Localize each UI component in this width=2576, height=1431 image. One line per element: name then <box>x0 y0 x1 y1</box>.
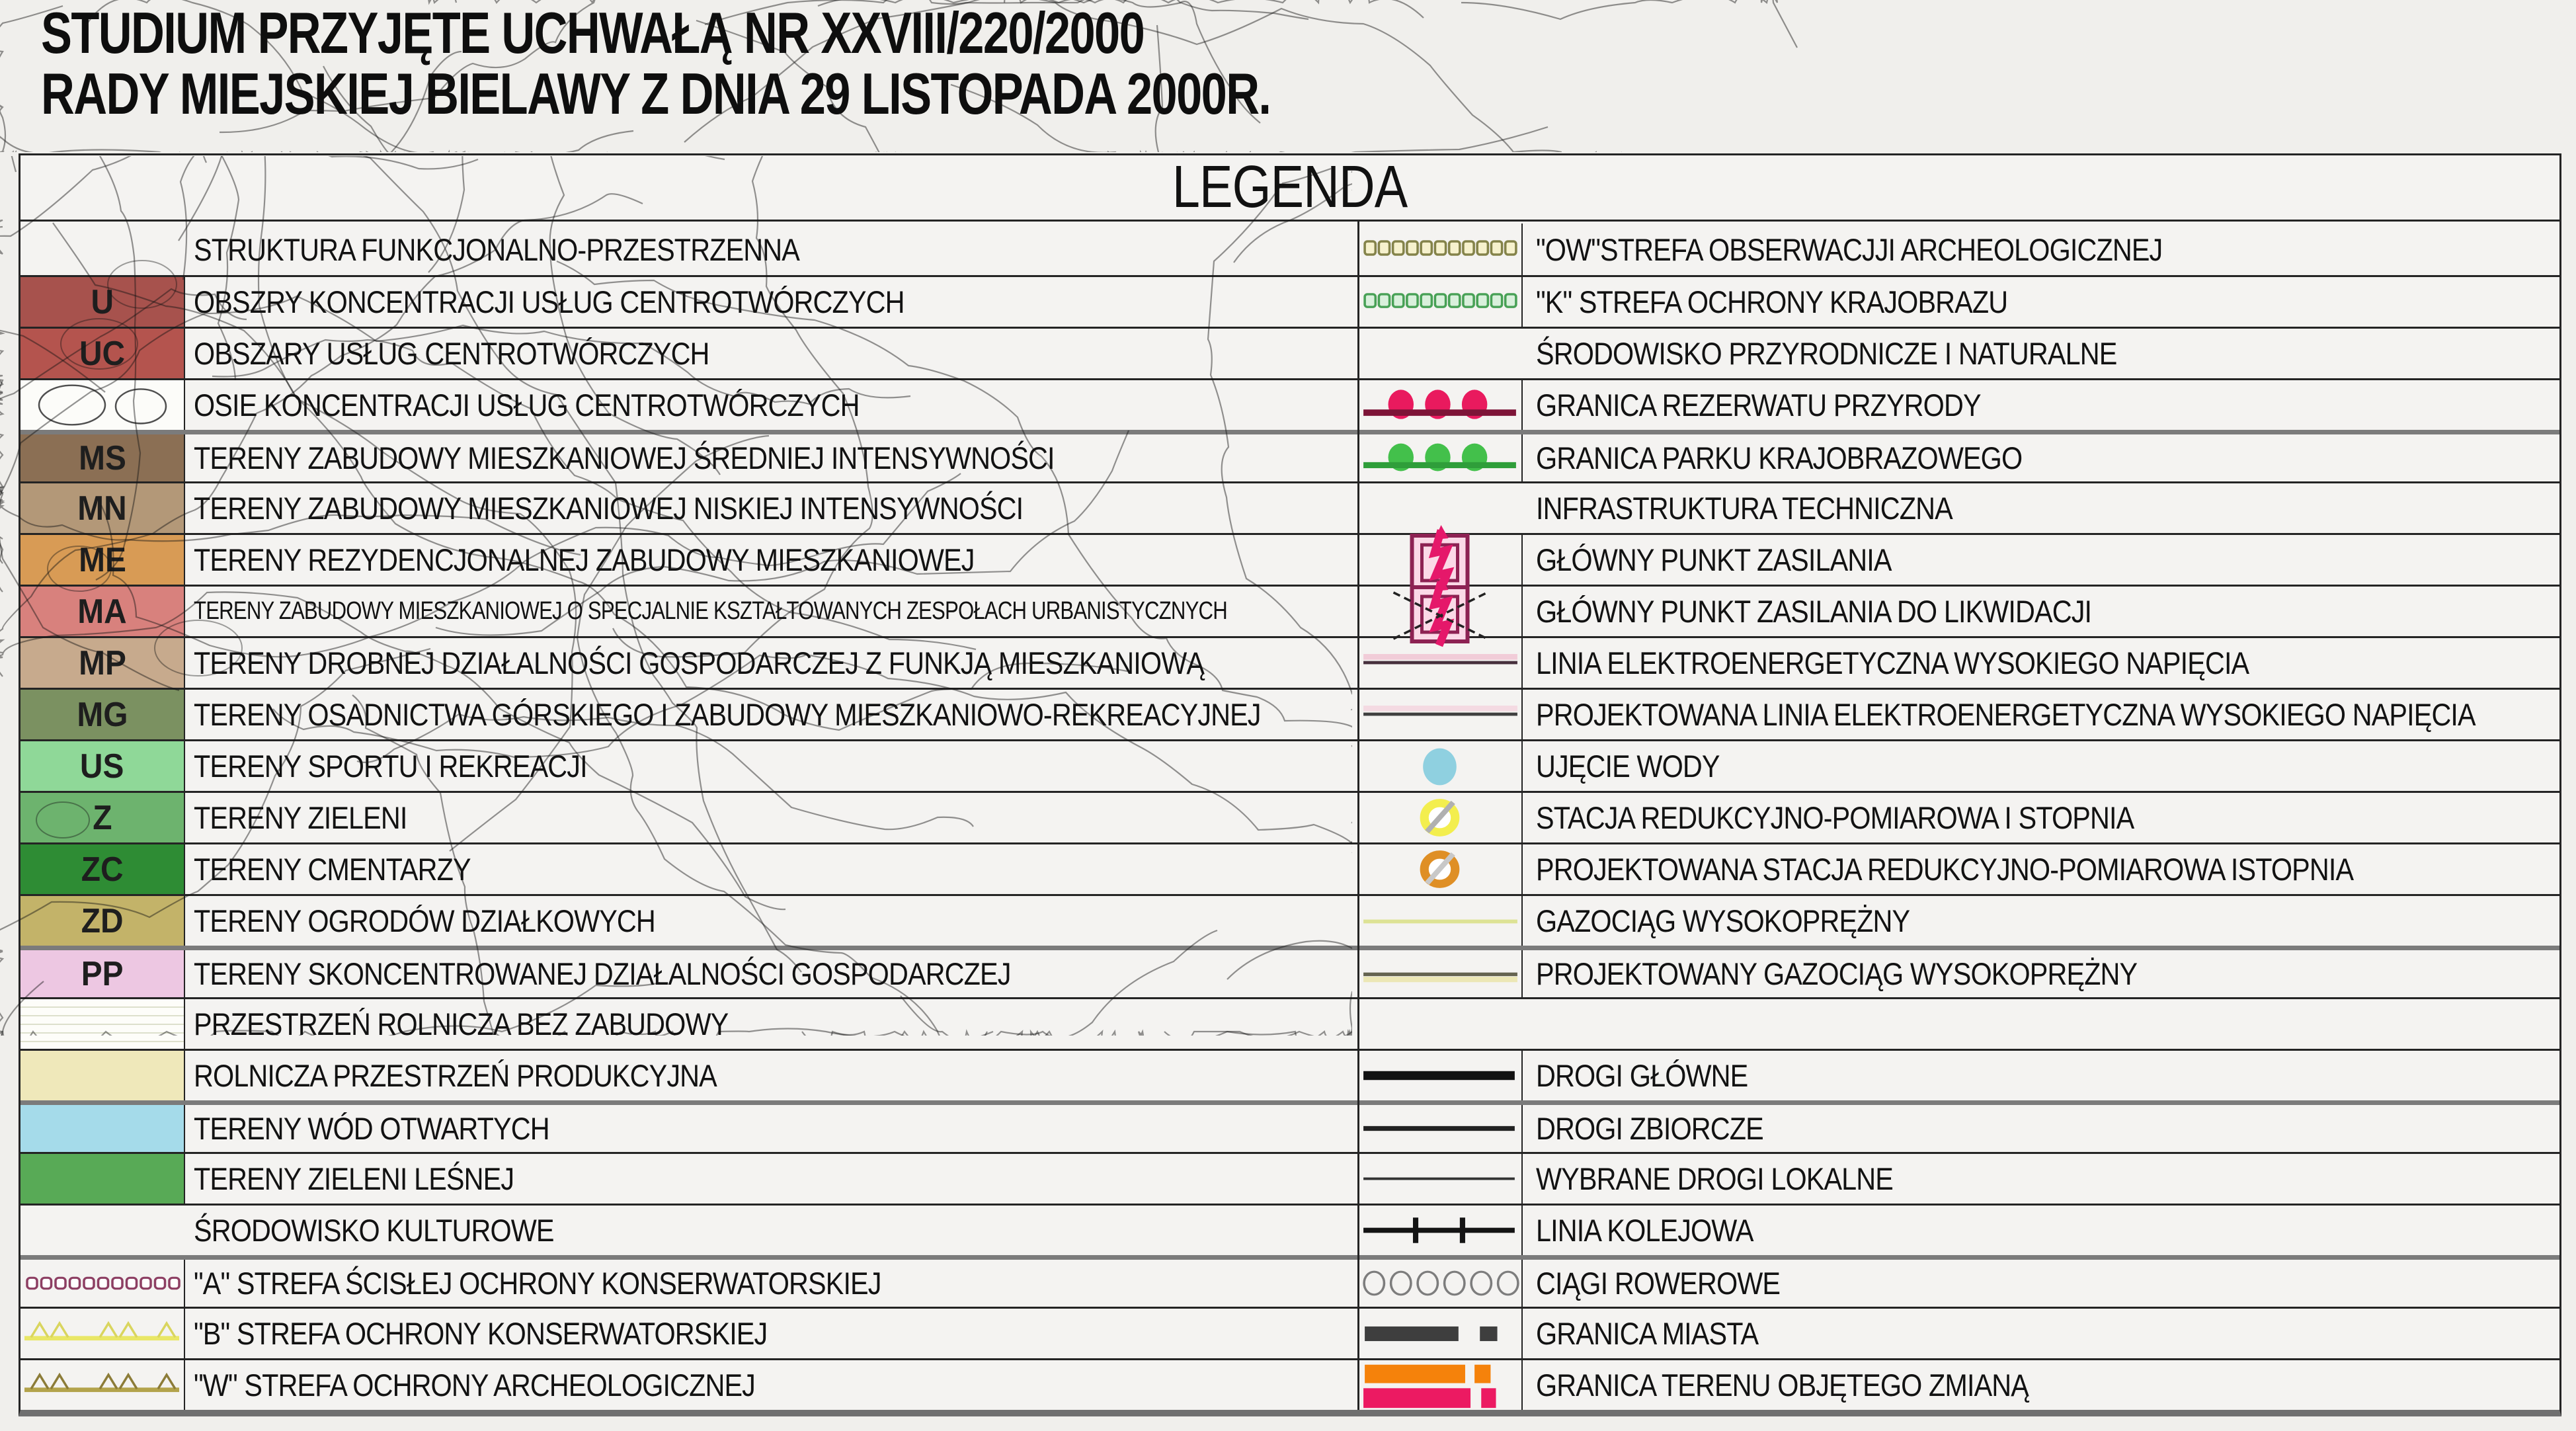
granica-miasta-symbol <box>1359 1309 1523 1358</box>
zd-swatch <box>20 896 185 946</box>
legend-label-left: TERENY ZABUDOWY MIESZKANIOWEJ O SPECJALNIE KSZTAŁTOWANYCH ZESPOŁACH URBANISTYCZNYCH <box>194 597 1227 625</box>
title-line-2: RADY MIEJSKIEJ BIELAWY Z DNIA 29 LISTOPADA 2000R. <box>41 61 1271 127</box>
legend-row-16 <box>20 997 2559 1049</box>
legend-row-22 <box>20 1307 2559 1358</box>
legend-label-right: PROJEKTOWANA LINIA ELEKTROENERGETYCZNA WYSOKIEGO NAPIĘCIA <box>1536 697 2475 732</box>
strefa-k-symbol <box>1359 277 1523 327</box>
legend-row-11 <box>20 739 2559 791</box>
section-heading-left: STRUKTURA FUNKCJONALNO-PRZESTRZENNA <box>194 231 799 267</box>
zc-swatch <box>20 844 185 894</box>
granica-zmiany-symbol <box>1359 1360 1523 1410</box>
section-heading-right: INFRASTRUKTURA TECHNICZNA <box>1536 491 1952 526</box>
swatch-code-ms: MS <box>78 438 126 477</box>
legend-row-3 <box>20 327 2559 378</box>
gpz-likwidacja-icon <box>1359 587 1523 636</box>
rolnicza-produkcyjna-swatch <box>20 1051 185 1100</box>
swatch-code-mg: MG <box>76 695 128 734</box>
legend-label-right: DROGI GŁÓWNE <box>1536 1058 1748 1093</box>
legend-row-1 <box>20 224 2559 275</box>
legend-row-21 <box>20 1255 2559 1307</box>
proj-linia-wn-symbol <box>1359 690 1523 739</box>
linia-kolejowa-symbol <box>1359 1206 1523 1255</box>
legend-label-left: OSIE KONCENTRACJI USŁUG CENTROTWÓRCZYCH <box>194 388 860 423</box>
me-swatch <box>20 535 185 585</box>
strefa-a-symbol <box>20 1260 185 1307</box>
legend-label-right: GŁÓWNY PUNKT ZASILANIA <box>1536 542 1892 577</box>
legend-label-right: GRANICA TERENU OBJĘTEGO ZMIANĄ <box>1536 1368 2029 1403</box>
legend-label-left: OBSZRY KONCENTRACJI USŁUG CENTROTWÓRCZYCH <box>194 284 905 319</box>
drogi-glowne-symbol <box>1359 1051 1523 1100</box>
legend-row-17 <box>20 1049 2559 1100</box>
legend-row-9 <box>20 636 2559 688</box>
strefa-w-symbol <box>20 1360 185 1410</box>
legend-label-left: TERENY OSADNICTWA GÓRSKIEGO I ZABUDOWY MIESZKANIOWO-REKREACYJNEJ <box>194 697 1261 732</box>
legend-row-18 <box>20 1100 2559 1152</box>
legend-title: LEGENDA <box>20 155 2559 222</box>
legend-row-19 <box>20 1152 2559 1204</box>
swatch-code-ma: MA <box>77 592 127 631</box>
legend-label-right: DROGI ZBIORCZE <box>1536 1111 1763 1146</box>
swatch-code-mn: MN <box>77 489 127 528</box>
legend-table <box>19 153 2561 1416</box>
linia-wn-symbol <box>1359 638 1523 688</box>
section-heading-left: ŚRODOWISKO KULTUROWE <box>194 1213 554 1248</box>
stacja-redukcyjna-icon <box>1359 793 1523 842</box>
swatch-code-uc: UC <box>79 334 126 373</box>
legend-label-left: TERENY REZYDENCJONALNEJ ZABUDOWY MIESZKANIOWEJ <box>194 542 975 577</box>
proj-gazociag-symbol <box>1359 950 1523 997</box>
legend-label-right: WYBRANE DROGI LOKALNE <box>1536 1161 1894 1196</box>
legend-label-right: STACJA REDUKCYJNO-POMIAROWA I STOPNIA <box>1536 800 2134 835</box>
legend-row-4 <box>20 378 2559 430</box>
legend-label-right: LINIA KOLEJOWA <box>1536 1213 1753 1248</box>
legend-row-7 <box>20 533 2559 585</box>
legend-label-left: TERENY ZABUDOWY MIESZKANIOWEJ NISKIEJ INTENSYWNOŚCI <box>194 491 1024 526</box>
title-line-1: STUDIUM PRZYJĘTE UCHWAŁĄ NR XXVIII/220/2000 <box>41 0 1145 65</box>
ms-swatch <box>20 434 185 481</box>
legend-label-left: TERENY ZABUDOWY MIESZKANIOWEJ ŚREDNIEJ INTENSYWNOŚCI <box>194 440 1055 475</box>
legend-label-left: "W" STREFA OCHRONY ARCHEOLOGICZNEJ <box>194 1368 755 1403</box>
legend-label-right: GRANICA PARKU KRAJOBRAZOWEGO <box>1536 440 2023 475</box>
legend-row-5 <box>20 430 2559 481</box>
legend-label-left: TERENY ZIELENI <box>194 800 407 835</box>
swatch-code-pp: PP <box>81 954 124 993</box>
legend-label-right: GRANICA REZERWATU PRZYRODY <box>1536 388 1981 423</box>
legend-row-2 <box>20 275 2559 327</box>
legend-row-14 <box>20 894 2559 946</box>
legend-label-left: TERENY ZIELENI LEŚNEJ <box>194 1161 514 1196</box>
legend-rows <box>20 224 2559 1410</box>
legend-label-right: UJĘCIE WODY <box>1536 749 1720 784</box>
gazociag-symbol <box>1359 896 1523 946</box>
u-swatch <box>20 277 185 327</box>
osie-symbol <box>20 380 185 430</box>
ciagi-rowerowe-symbol <box>1359 1260 1523 1307</box>
us-swatch <box>20 741 185 791</box>
map-title <box>41 0 1578 127</box>
granica-rezerwatu-symbol <box>1359 380 1523 430</box>
zielen-lesna-swatch <box>20 1154 185 1204</box>
legend-label-left: TERENY CMENTARZY <box>194 852 471 887</box>
proj-stacja-redukcyjna-icon <box>1359 844 1523 894</box>
z-swatch <box>20 793 185 842</box>
swatch-code-u: U <box>91 282 114 321</box>
legend-row-6 <box>20 481 2559 533</box>
legend-label-left: TERENY DROBNEJ DZIAŁALNOŚCI GOSPODARCZEJ Z FUNKJĄ MIESZKANIOWĄ <box>194 645 1205 680</box>
pp-swatch <box>20 950 185 997</box>
legend-label-right: "OW"STREFA OBSERWACJJI ARCHEOLOGICZNEJ <box>1536 231 2163 267</box>
legend-label-right: GRANICA MIASTA <box>1536 1316 1759 1351</box>
drogi-lokalne-symbol <box>1359 1154 1523 1204</box>
legend-label-left: ROLNICZA PRZESTRZEŃ PRODUKCYJNA <box>194 1058 717 1093</box>
mg-swatch <box>20 690 185 739</box>
wody-otwarte-swatch <box>20 1105 185 1152</box>
uc-swatch <box>20 329 185 378</box>
legend-row-13 <box>20 842 2559 894</box>
legend-label-right: GAZOCIĄG WYSOKOPRĘŻNY <box>1536 903 1910 938</box>
swatch-code-us: US <box>80 747 124 786</box>
legend-label-right: PROJEKTOWANA STACJA REDUKCYJNO-POMIAROWA ISTOPNIA <box>1536 852 2354 887</box>
swatch-code-me: ME <box>78 540 126 579</box>
legend-label-left: PRZESTRZEŃ ROLNICZA BEZ ZABUDOWY <box>194 1006 729 1042</box>
legend-label-right: LINIA ELEKTROENERGETYCZNA WYSOKIEGO NAPIĘCIA <box>1536 645 2249 680</box>
legend-label-left: TERENY SKONCENTROWANEJ DZIAŁALNOŚCI GOSPODARCZEJ <box>194 956 1011 991</box>
swatch-code-z: Z <box>92 798 112 837</box>
strefa-ow-symbol <box>1359 224 1523 275</box>
swatch-code-zd: ZD <box>81 901 124 940</box>
mn-swatch <box>20 483 185 533</box>
legend-label-left: TERENY WÓD OTWARTYCH <box>194 1111 549 1146</box>
mp-swatch <box>20 638 185 688</box>
legend-label-right: PROJEKTOWANY GAZOCIĄG WYSOKOPRĘŻNY <box>1536 956 2138 991</box>
swatch-code-zc: ZC <box>81 850 124 889</box>
legend-row-12 <box>20 791 2559 842</box>
legend-label-left: OBSZARY USŁUG CENTROTWÓRCZYCH <box>194 336 709 371</box>
legend-row-15 <box>20 946 2559 997</box>
ujecie-wody-icon <box>1359 741 1523 791</box>
legend-row-8 <box>20 585 2559 636</box>
legend-label-left: TERENY SPORTU I REKREACJI <box>194 749 587 784</box>
przestrzen-rolnicza-swatch <box>20 999 185 1049</box>
legend-row-23 <box>20 1358 2559 1410</box>
drogi-zbiorcze-symbol <box>1359 1105 1523 1152</box>
ma-swatch <box>20 587 185 636</box>
legend-label-left: "B" STREFA OCHRONY KONSERWATORSKIEJ <box>194 1316 768 1351</box>
legend-label-left: "A" STREFA ŚCISŁEJ OCHRONY KONSERWATORSKIEJ <box>194 1266 881 1301</box>
legend-row-20 <box>20 1204 2559 1255</box>
legend-label-right: GŁÓWNY PUNKT ZASILANIA DO LIKWIDACJI <box>1536 594 2092 629</box>
section-heading-right: ŚRODOWISKO PRZYRODNICZE I NATURALNE <box>1536 336 2117 371</box>
swatch-code-mp: MP <box>78 643 126 682</box>
legend-label-right: CIĄGI ROWEROWE <box>1536 1266 1781 1301</box>
column-divider <box>1357 222 1359 1410</box>
legend-row-10 <box>20 688 2559 739</box>
legend-label-right: "K" STREFA OCHRONY KRAJOBRAZU <box>1536 284 2008 319</box>
strefa-b-symbol <box>20 1309 185 1358</box>
granica-parku-symbol <box>1359 434 1523 481</box>
legend-label-left: TERENY OGRODÓW DZIAŁKOWYCH <box>194 903 655 938</box>
